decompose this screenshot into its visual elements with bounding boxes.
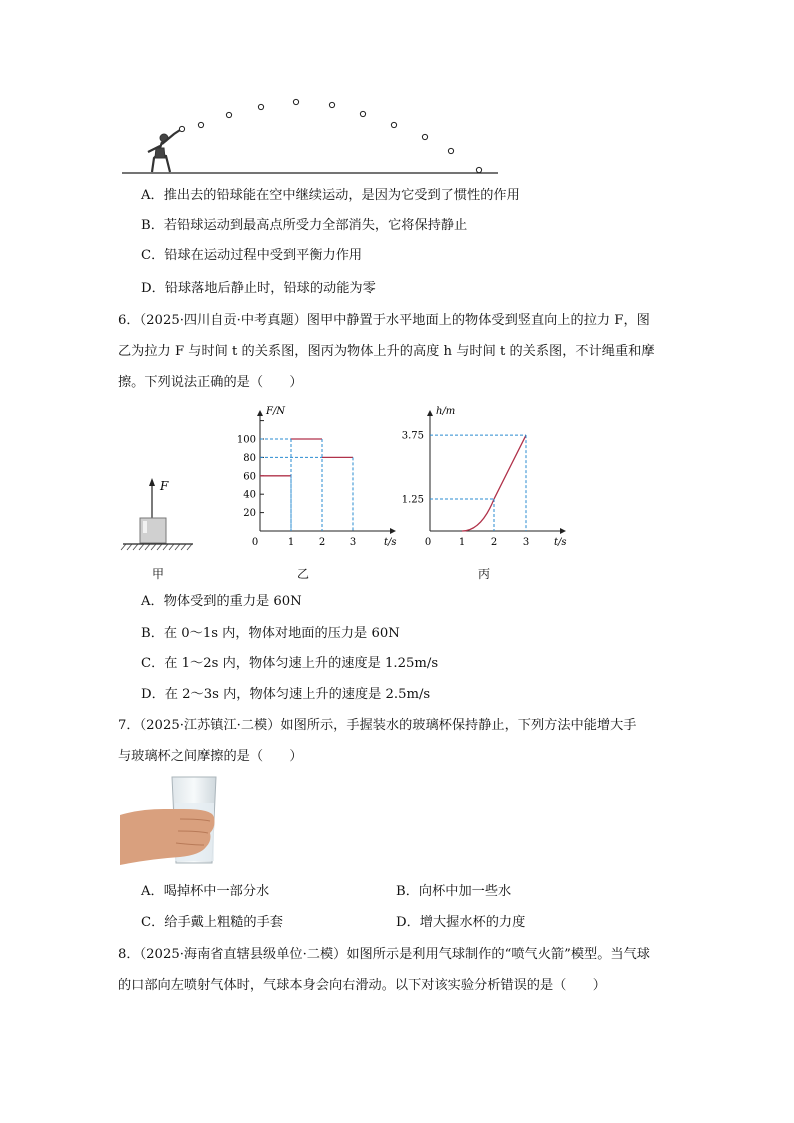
- y-tick-label: 100: [236, 434, 256, 446]
- athlete-figure: [148, 130, 180, 172]
- hand-glass-figure: [120, 775, 220, 867]
- y-tick-label: 60: [243, 471, 256, 483]
- q6-option-a: A．物体受到的重力是 60N: [141, 594, 302, 609]
- q7-option-c: C．给手戴上粗糙的手套: [141, 915, 283, 930]
- q7-stem-line-2: 与玻璃杯之间摩擦的是（ ）: [118, 749, 303, 764]
- q6-stem-line-3: 擦。下列说法正确的是（ ）: [118, 375, 303, 390]
- y-tick-label: 20: [243, 508, 256, 520]
- fig-jia-caption: 甲: [152, 567, 165, 581]
- x-tick-label: 1: [458, 537, 466, 548]
- y-axis-label: h/m: [436, 406, 456, 417]
- y-axis-arrow: [257, 410, 263, 416]
- shot-put-figure: [118, 92, 503, 180]
- q5-option-b: B．若铅球运动到最高点所受力全部消失，它将保持静止: [141, 218, 468, 233]
- x-axis-label: t/s: [554, 537, 567, 548]
- y-axis-label: F/N: [266, 406, 286, 417]
- force-label: F: [160, 479, 169, 493]
- x-tick-label: 2: [318, 537, 326, 548]
- x-tick-label: 3: [349, 537, 357, 548]
- y-tick-label: 80: [243, 452, 256, 464]
- fig-bing-chart: [392, 398, 572, 553]
- x-tick-label: 2: [490, 537, 498, 548]
- x-axis-label: t/s: [384, 537, 397, 548]
- fig-jia-diagram: [118, 468, 198, 558]
- q6-option-c: C．在 1～2s 内，物体匀速上升的速度是 1.25m/s: [141, 656, 439, 671]
- q7-option-a: A．喝掉杯中一部分水: [141, 884, 270, 899]
- q6-option-d: D．在 2～3s 内，物体匀速上升的速度是 2.5m/s: [141, 687, 431, 702]
- q8-stem-line-2: 的口部向左喷射气体时，气球本身会向右滑动。以下对该实验分析错误的是（ ）: [118, 978, 606, 993]
- q8-stem-line-1: 8．（2025·海南省直辖县级单位·二模）如图所示是利用气球制作的“喷气火箭”模型。当气球: [118, 947, 650, 962]
- x-axis-arrow: [560, 528, 566, 534]
- fig-yi-chart: [228, 398, 398, 553]
- x-tick-label: 0: [251, 537, 259, 548]
- x-tick-label: 1: [287, 537, 295, 548]
- x-tick-label: 3: [522, 537, 530, 548]
- q6-option-b: B．在 0～1s 内，物体对地面的压力是 60N: [141, 626, 400, 641]
- q6-stem-line-1: 6．（2025·四川自贡·中考真题）图甲中静置于水平地面上的物体受到竖直向上的拉力 F，图: [118, 313, 650, 328]
- q7-stem-line-1: 7．（2025·江苏镇江·二模）如图所示，手握装水的玻璃杯保持静止，下列方法中能增大手: [118, 718, 637, 733]
- q5-option-d: D．铅球落地后静止时，铅球的动能为零: [141, 281, 376, 296]
- trajectory-dots: [179, 99, 481, 172]
- x-tick-label: 0: [424, 537, 432, 548]
- q5-option-c: C．铅球在运动过程中受到平衡力作用: [141, 248, 363, 263]
- fig-yi-caption: 乙: [297, 567, 310, 581]
- y-axis-arrow: [427, 410, 433, 416]
- q5-option-a: A．推出去的铅球能在空中继续运动，是因为它受到了惯性的作用: [141, 188, 520, 203]
- y-tick-label: 3.75: [401, 430, 424, 442]
- y-tick-label: 40: [243, 489, 256, 501]
- fig-bing-caption: 丙: [478, 567, 491, 581]
- q7-option-b: B．向杯中加一些水: [396, 884, 512, 899]
- q7-option-d: D．增大握水杯的力度: [396, 915, 526, 930]
- q6-stem-line-2: 乙为拉力 F 与时间 t 的关系图，图丙为物体上升的高度 h 与时间 t 的关系图，不计绳重和摩: [118, 344, 655, 359]
- y-tick-label: 1.25: [401, 494, 424, 506]
